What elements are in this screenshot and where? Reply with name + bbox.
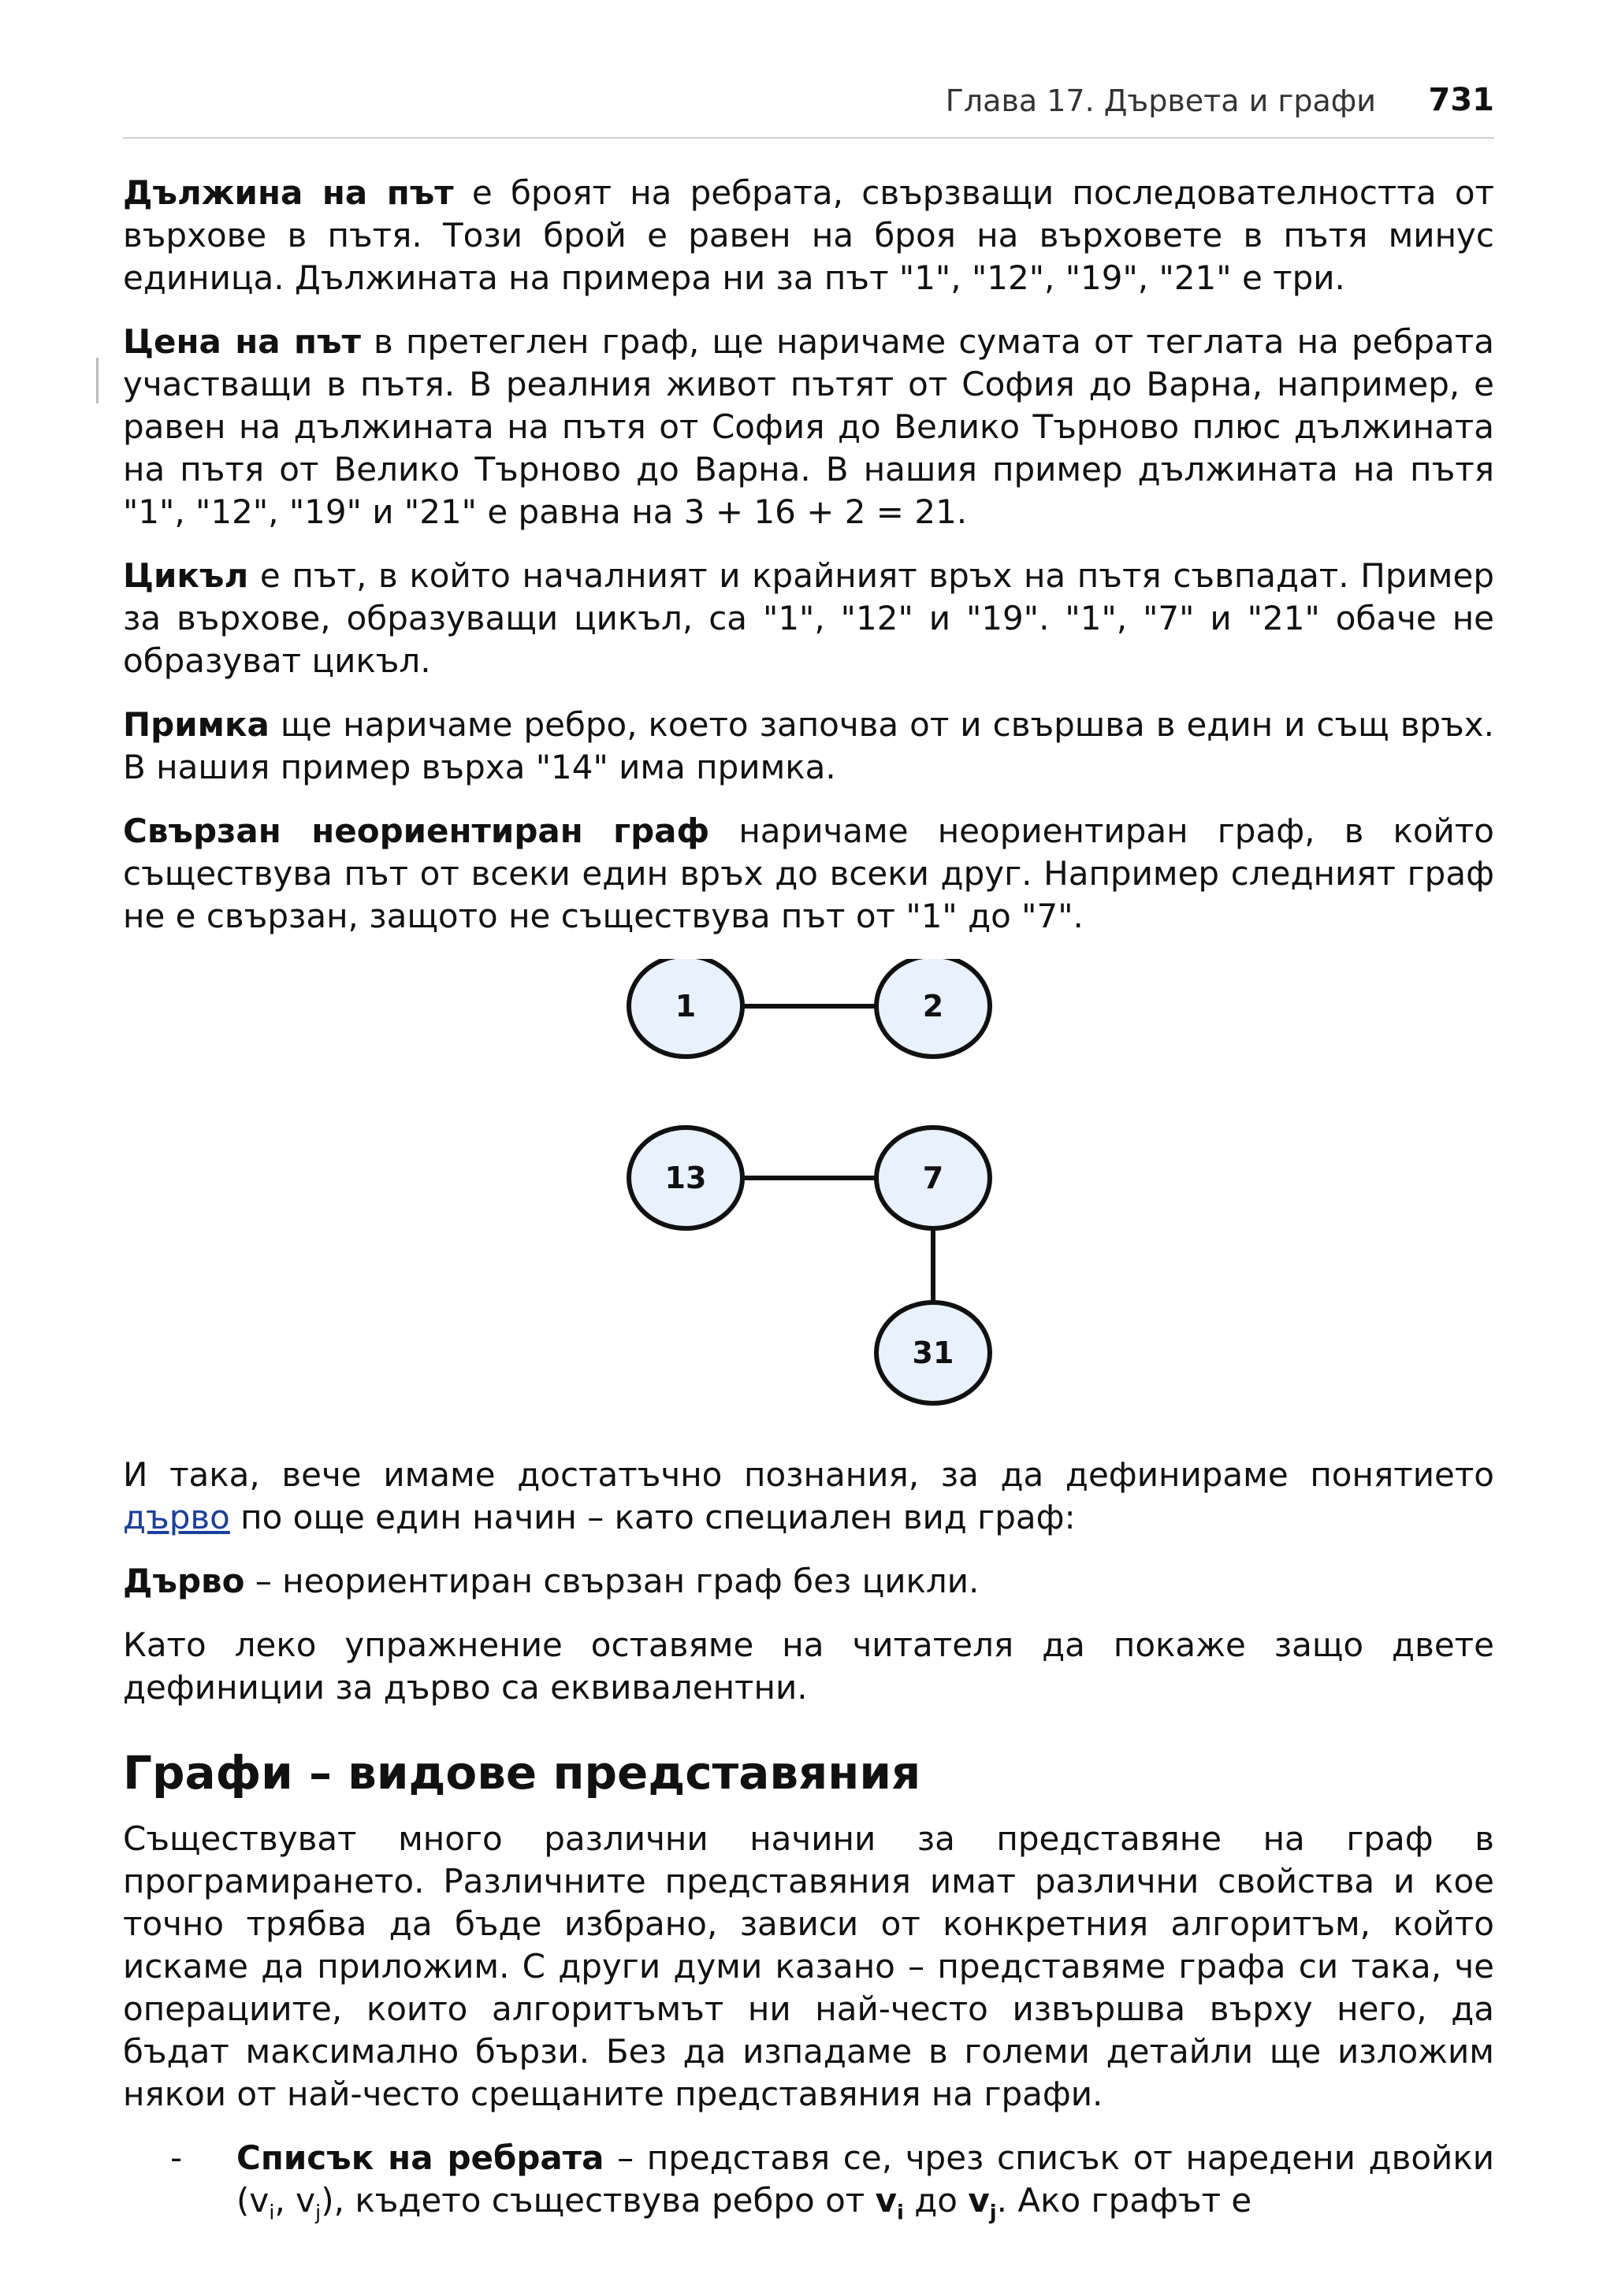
paragraph-loop [123, 704, 1494, 789]
paragraph-tree-intro [123, 1454, 1494, 1539]
graph-node-label: 1 [675, 989, 697, 1024]
subscript-j: j [315, 2201, 322, 2225]
vertex-vj-letter: v [968, 2181, 990, 2220]
text-cycle: е път, в който началният и крайният връх на пътя съвпадат. Пример за върхове, образуващи цикъл, са "1", "12" и "19". "1", "7" и "21" обаче не образуват цикъл. [123, 556, 1494, 680]
term-loop: Примка [123, 705, 270, 744]
text-edge-list-2: , v [274, 2181, 316, 2220]
graph-diagram [123, 959, 1494, 1432]
term-edge-list: Списък на ребрата [236, 2138, 604, 2177]
tree-link[interactable]: дърво [123, 1498, 230, 1536]
list-bullet: - [170, 2138, 183, 2177]
paragraph-representations: Съществуват много различни начини за представяне на граф в програмирането. Различните представяния имат различни свойства и кое точно трябва да бъде избрано, зависи от конкретния алгоритъм, който искаме да приложим. С други думи казано – представяме графа си така, че операциите, които алгоритъмът ни най-често извършва върху него, да бъдат максимално бързи. Без да изпадаме в големи детайли ще изложим някои от най-често срещаните представяния на графи. [123, 1819, 1494, 2113]
text-tree-definition: – неориентиран свързан граф без цикли. [244, 1562, 980, 1600]
term-path-length: Дължина на път [123, 173, 454, 212]
term-connected-graph: Свързан неориентиран граф [123, 812, 710, 850]
page-header [123, 82, 1494, 139]
text-connected-graph: наричаме неориентиран граф, в който съществува път от всеки един връх до всеки друг. Например следният граф не е свързан, защото не съществува път от "1" до "7". [123, 812, 1495, 935]
text-edge-list-4: до [903, 2181, 969, 2220]
list-item-edge-list [123, 2137, 1494, 2225]
text-path-cost: в претеглен граф, ще наричаме сумата от теглата на ребрата участващи в пътя. В реалния живот пътят от София до Варна, например, е равен на дължината на пътя от София до Велико Търново плюс дължината на пътя от Велико Търново до Варна. В нашия пример дължината на пътя "1", "12", "19" и "21" е равна на 3 + 16 + 2 = 21. [123, 322, 1494, 531]
change-bar [96, 358, 99, 403]
vertex-vi-subscript: i [897, 2201, 904, 2225]
subscript-i: i [269, 2201, 275, 2225]
section-heading: Графи – видове представяния [123, 1746, 921, 1800]
chapter-title: Глава 17. Дървета и графи [945, 84, 1376, 118]
text-path-length: е броят на ребрата, свързващи последователността от върхове в пътя. Този брой е равен на броя на върховете в пътя минус единица. Дължината на примера ни за път "1", "12", "19", "21" е три. [123, 173, 1494, 297]
graph-node-2 [876, 959, 990, 1057]
paragraph-exercise: Като леко упражнение оставяме на читателя да покаже защо двете дефиниции за дърво са еквивалентни. [123, 1625, 1494, 1707]
graph-node-label: 13 [664, 1161, 707, 1195]
paragraph-connected-graph [123, 810, 1494, 938]
graph-figure [123, 959, 1494, 1432]
text-tree-intro-before: И така, вече имаме достатъчно познания, за да дефинираме понятието [123, 1455, 1494, 1494]
paragraph-path-length [123, 172, 1494, 299]
body-text [123, 172, 1495, 2225]
paragraph-path-cost [123, 321, 1494, 533]
paragraph-tree-definition [123, 1560, 1494, 1603]
graph-node-7 [876, 1128, 990, 1228]
paragraph-cycle [123, 555, 1494, 682]
text-loop: ще наричаме ребро, което започва от и свършва в един и същ връх. В нашия пример върха "14" има примка. [123, 705, 1494, 786]
graph-node-13 [629, 1128, 742, 1228]
term-cycle: Цикъл [123, 556, 249, 595]
vertex-vi [875, 2181, 904, 2225]
vertex-vj [968, 2181, 997, 2225]
graph-node-1 [629, 959, 742, 1057]
text-edge-list-5: . Ако графът е [996, 2181, 1252, 2220]
graph-node-31 [876, 1302, 990, 1403]
term-path-cost: Цена на път [123, 322, 361, 361]
text-edge-list-3: ), където съществува ребро от [321, 2181, 876, 2220]
vertex-vj-subscript: j [989, 2201, 997, 2225]
graph-node-label: 7 [922, 1161, 944, 1195]
text-edge-list-1: – представя се, чрез списък от наредени двойки (v [236, 2138, 1494, 2220]
term-tree: Дърво [123, 1562, 245, 1600]
page-number: 731 [1428, 82, 1494, 118]
text-tree-intro-after: по още един начин – като специален вид граф: [229, 1498, 1076, 1536]
graph-node-label: 2 [922, 989, 944, 1024]
vertex-vi-letter: v [875, 2181, 897, 2220]
graph-node-label: 31 [912, 1336, 954, 1370]
